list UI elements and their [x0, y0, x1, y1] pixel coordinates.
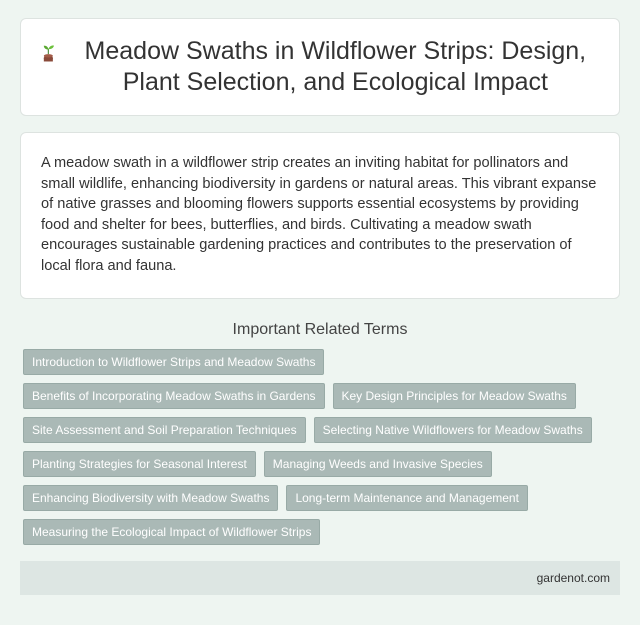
- intro-card: [20, 132, 620, 299]
- term-tag[interactable]: Enhancing Biodiversity with Meadow Swaths: [23, 485, 278, 511]
- related-terms-list: [20, 349, 620, 545]
- term-tag[interactable]: Long-term Maintenance and Management: [286, 485, 527, 511]
- related-terms-heading: Important Related Terms: [232, 321, 408, 338]
- title-card: [20, 18, 620, 116]
- term-tag[interactable]: Key Design Principles for Meadow Swaths: [333, 383, 576, 409]
- site-link[interactable]: gardenot.com: [536, 571, 610, 585]
- term-tag[interactable]: Planting Strategies for Seasonal Interest: [23, 451, 256, 477]
- term-tag[interactable]: Introduction to Wildflower Strips and Meadow Swaths: [23, 349, 324, 375]
- term-tag[interactable]: Selecting Native Wildflowers for Meadow Swaths: [314, 417, 592, 443]
- term-tag[interactable]: Managing Weeds and Invasive Species: [264, 451, 492, 477]
- term-tag[interactable]: Benefits of Incorporating Meadow Swaths in Gardens: [23, 383, 325, 409]
- intro-paragraph: A meadow swath in a wildflower strip creates an inviting habitat for pollinators and small wildlife, enhancing biodiversity in gardens or natural areas. This vibrant expanse of native grasses and blooming flowers supports essential ecosystems by providing food and shelter for bees, butterflies, and birds. Cultivating a meadow swath encourages sustainable gardening practices and contributes to the preservation of local flora and fauna.: [41, 155, 597, 274]
- page-title: Meadow Swaths in Wildflower Strips: Design, Plant Selection, and Ecological Impact: [84, 37, 587, 96]
- term-tag[interactable]: Measuring the Ecological Impact of Wildflower Strips: [23, 519, 320, 545]
- sprout-icon: [41, 38, 56, 68]
- term-tag[interactable]: Site Assessment and Soil Preparation Techniques: [23, 417, 306, 443]
- footer: [20, 561, 620, 595]
